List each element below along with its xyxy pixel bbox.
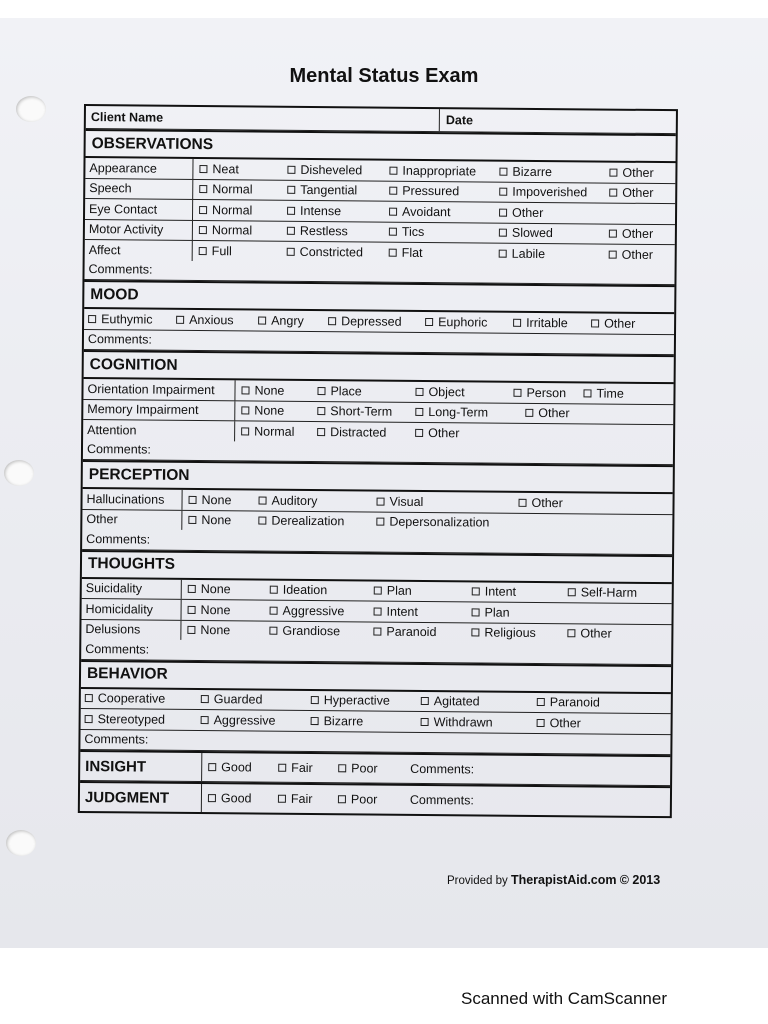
checkbox-icon[interactable] (499, 229, 507, 237)
checkbox-option-depressed[interactable] (328, 314, 425, 329)
option-label: Irritable (526, 315, 568, 330)
checkbox-icon[interactable] (472, 588, 480, 596)
checkbox-icon[interactable] (499, 188, 507, 196)
checkbox-option-object[interactable] (415, 385, 513, 400)
option-label: Short-Term (330, 404, 393, 419)
checkbox-icon[interactable] (287, 166, 295, 174)
checkbox-icon[interactable] (499, 167, 507, 175)
option-label: Intent (386, 604, 418, 619)
row-label: Eye Contact (85, 199, 193, 219)
checkbox-icon[interactable] (591, 319, 599, 327)
option-label: Stereotyped (97, 711, 166, 727)
checkbox-icon[interactable] (374, 587, 382, 595)
checkbox-option-none[interactable] (187, 623, 269, 638)
insight-row (80, 750, 670, 786)
option-label: Labile (511, 246, 546, 261)
checkbox-icon[interactable] (583, 389, 591, 397)
checkbox-icon[interactable] (270, 606, 278, 614)
option-label: Person (526, 385, 567, 400)
checkbox-icon[interactable] (317, 387, 325, 395)
checkbox-option-other[interactable] (518, 496, 598, 511)
option-label: Guarded (213, 692, 263, 707)
checkbox-option-none[interactable] (241, 404, 317, 419)
option-label: Depersonalization (389, 514, 490, 530)
option-label: Other (512, 205, 544, 220)
checkbox-option-hyperactive[interactable] (311, 693, 421, 708)
option-label: Inappropriate (402, 163, 477, 179)
option-label: Hyperactive (323, 693, 390, 708)
checkbox-icon[interactable] (415, 408, 423, 416)
option-label: Agitated (433, 694, 480, 709)
checkbox-option-restless[interactable] (287, 224, 389, 239)
row-label: Delusions (81, 619, 181, 639)
checkbox-option-other[interactable] (609, 165, 669, 180)
checkbox-icon[interactable] (287, 186, 295, 194)
row-label: Homicidality (82, 599, 182, 619)
option-label: Cooperative (97, 691, 166, 706)
option-label: Euthymic (101, 311, 153, 327)
checkbox-option-normal[interactable] (199, 203, 287, 218)
checkbox-option-other[interactable] (567, 626, 637, 641)
checkbox-option-bizarre[interactable] (499, 164, 609, 179)
judgment-row (80, 781, 670, 816)
checkbox-icon[interactable] (311, 696, 319, 704)
option-label: Avoidant (402, 204, 451, 219)
checkbox-option-none[interactable] (188, 582, 270, 597)
checkbox-option-religious[interactable] (471, 626, 567, 641)
option-label: Intent (484, 584, 517, 600)
option-label: Fair (290, 791, 313, 807)
checkbox-icon[interactable] (188, 585, 196, 593)
punch-hole (4, 460, 34, 486)
option-label: None (200, 623, 231, 638)
row-label: Affect (85, 240, 193, 260)
option-label: None (201, 492, 232, 508)
checkbox-option-pressured[interactable] (389, 184, 499, 199)
checkbox-option-irritable[interactable] (513, 316, 591, 331)
comments-label: Comments: (409, 792, 474, 808)
row-label: Orientation Impairment (83, 379, 235, 400)
checkbox-icon[interactable] (199, 206, 207, 214)
checkbox-option-other[interactable] (591, 316, 661, 331)
option-label: Tangential (300, 183, 358, 198)
option-label: Other (531, 495, 563, 510)
option-label: Aggressive (282, 603, 345, 619)
checkbox-icon[interactable] (269, 627, 277, 635)
checkbox-icon[interactable] (537, 719, 545, 727)
option-label: Paranoid (549, 695, 600, 710)
checkbox-icon[interactable] (270, 586, 278, 594)
comments-label: Comments: (410, 761, 475, 777)
comments-label: Comments: (88, 262, 153, 277)
option-label: Normal (211, 223, 253, 238)
checkbox-option-normal[interactable] (241, 424, 317, 439)
checkbox-option-other[interactable] (537, 716, 627, 731)
observations-heading: OBSERVATIONS (86, 129, 676, 163)
checkbox-icon[interactable] (241, 386, 249, 394)
checkbox-option-place[interactable] (317, 384, 415, 399)
checkbox-icon[interactable] (389, 166, 397, 174)
checkbox-icon[interactable] (328, 317, 336, 325)
checkbox-icon[interactable] (311, 717, 319, 725)
checkbox-option-none[interactable] (241, 383, 317, 398)
checkbox-option-tangential[interactable] (287, 183, 389, 198)
checkbox-icon[interactable] (338, 764, 346, 772)
date-field[interactable]: Date (445, 113, 474, 128)
checkbox-icon[interactable] (287, 227, 295, 235)
checkbox-icon[interactable] (188, 606, 196, 614)
option-label: Impoverished (512, 184, 588, 200)
checkbox-option-none[interactable] (188, 603, 270, 618)
checkbox-option-good[interactable] (208, 791, 278, 806)
option-label: Withdrawn (433, 714, 493, 730)
checkbox-option-none[interactable] (188, 493, 258, 508)
option-label: Self-Harm (580, 585, 638, 601)
option-label: Euphoric (438, 314, 488, 330)
insight-heading: INSIGHT (80, 752, 202, 781)
row-label: Hallucinations (82, 489, 182, 509)
checkbox-icon[interactable] (278, 795, 286, 803)
checkbox-icon[interactable] (258, 316, 266, 324)
checkbox-icon[interactable] (88, 315, 96, 323)
checkbox-option-tics[interactable] (389, 225, 499, 240)
checkbox-option-other[interactable] (609, 247, 669, 262)
checkbox-option-other[interactable] (609, 186, 669, 201)
checkbox-option-aggressive[interactable] (270, 603, 374, 618)
option-label: Tics (401, 225, 425, 240)
checkbox-icon[interactable] (199, 247, 207, 255)
option-label: Derealization (271, 513, 345, 529)
checkbox-icon[interactable] (287, 248, 295, 256)
checkbox-icon[interactable] (199, 185, 207, 193)
checkbox-icon[interactable] (568, 588, 576, 596)
checkbox-option-normal[interactable] (199, 182, 287, 197)
checkbox-icon[interactable] (317, 407, 325, 415)
checkbox-icon[interactable] (525, 409, 533, 417)
checkbox-option-fair[interactable] (278, 761, 338, 776)
checkbox-option-avoidant[interactable] (389, 204, 499, 219)
option-label: Flat (401, 245, 423, 260)
option-label: Good (220, 791, 252, 806)
option-label: Bizarre (323, 713, 364, 729)
checkbox-option-other[interactable] (499, 205, 609, 220)
option-label: Other (428, 425, 460, 441)
option-label: Bizarre (512, 164, 553, 179)
checkbox-icon[interactable] (201, 716, 209, 724)
checkbox-option-disheveled[interactable] (287, 163, 389, 178)
checkbox-option-agitated[interactable] (421, 694, 537, 709)
checkbox-option-intent[interactable] (472, 585, 568, 600)
checkbox-icon[interactable] (187, 626, 195, 634)
option-label: Normal (254, 424, 295, 439)
option-label: Other (580, 626, 612, 641)
checkbox-icon[interactable] (499, 208, 507, 216)
checkbox-icon[interactable] (421, 697, 429, 705)
checkbox-icon[interactable] (471, 629, 479, 637)
checkbox-option-withdrawn[interactable] (421, 715, 537, 730)
option-label: Normal (212, 202, 253, 218)
checkbox-icon[interactable] (609, 189, 617, 197)
option-label: Poor (350, 792, 378, 807)
option-label: Pressured (402, 184, 460, 199)
checkbox-option-distracted[interactable] (317, 425, 415, 440)
punch-hole (16, 96, 46, 122)
option-label: None (201, 513, 232, 528)
checkbox-icon[interactable] (377, 497, 385, 505)
checkbox-option-derealization[interactable] (258, 514, 376, 529)
form-title: Mental Status Exam (289, 65, 479, 87)
checkbox-icon[interactable] (176, 316, 184, 324)
checkbox-option-flat[interactable] (389, 245, 499, 260)
checkbox-option-stereotyped[interactable] (85, 712, 201, 727)
option-label: Other (538, 406, 570, 421)
checkbox-option-long-term[interactable] (415, 405, 525, 420)
checkbox-icon[interactable] (425, 318, 433, 326)
checkbox-option-time[interactable] (583, 386, 643, 401)
row-label: Speech (85, 179, 193, 199)
checkbox-icon[interactable] (519, 499, 527, 507)
mood-heading: MOOD (84, 280, 674, 314)
checkbox-icon[interactable] (258, 517, 266, 525)
checkbox-icon[interactable] (373, 628, 381, 636)
option-label: Good (221, 760, 252, 775)
checkbox-icon[interactable] (389, 248, 397, 256)
checkbox-icon[interactable] (287, 207, 295, 215)
checkbox-option-normal[interactable] (199, 223, 287, 238)
option-label: Depressed (341, 314, 402, 329)
checkbox-option-paranoid[interactable] (373, 625, 471, 640)
checkbox-icon[interactable] (259, 496, 267, 504)
cognition-heading: COGNITION (84, 350, 674, 384)
option-label: Intense (300, 203, 342, 218)
camscanner-watermark: Scanned with CamScanner (461, 989, 668, 1008)
option-label: Visual (389, 494, 424, 509)
checkbox-icon[interactable] (208, 763, 216, 771)
option-label: None (254, 383, 285, 398)
option-label: Slowed (511, 225, 553, 241)
option-label: Auditory (271, 493, 318, 508)
checkbox-option-paranoid[interactable] (537, 695, 627, 710)
row-label: Motor Activity (85, 220, 193, 240)
row-label: Suicidality (82, 578, 182, 598)
client-name-field[interactable]: Client Name (86, 106, 440, 131)
comments-label: Comments: (87, 332, 152, 347)
checkbox-icon[interactable] (537, 698, 545, 706)
option-label: Religious (484, 625, 536, 641)
option-label: Paranoid (386, 624, 437, 640)
checkbox-option-person[interactable] (513, 386, 583, 401)
checkbox-icon[interactable] (389, 207, 397, 215)
checkbox-icon[interactable] (199, 165, 207, 173)
checkbox-option-impoverished[interactable] (499, 185, 609, 200)
checkbox-icon[interactable] (241, 407, 249, 415)
option-label: Constricted (299, 244, 364, 260)
judgment-heading: JUDGMENT (80, 783, 202, 812)
checkbox-option-short-term[interactable] (317, 404, 415, 419)
checkbox-option-ideation[interactable] (270, 583, 374, 598)
checkbox-option-labile[interactable] (499, 246, 609, 261)
comments-label: Comments: (86, 442, 151, 457)
checkbox-icon[interactable] (374, 607, 382, 615)
row-label: Memory Impairment (83, 400, 235, 421)
checkbox-icon[interactable] (199, 226, 207, 234)
checkbox-option-visual[interactable] (376, 494, 518, 509)
punch-hole (6, 830, 36, 856)
comments-label: Comments: (85, 641, 150, 657)
checkbox-option-poor[interactable] (338, 792, 404, 807)
footer-suffix: © 2013 (619, 873, 661, 887)
option-label: Anxious (189, 312, 234, 328)
option-label: None (200, 602, 231, 618)
footer-credit (447, 873, 660, 887)
checkbox-icon[interactable] (317, 428, 325, 436)
option-label: Other (621, 247, 654, 262)
checkbox-icon[interactable] (85, 694, 93, 702)
option-label: Object (428, 384, 465, 400)
checkbox-option-euthymic[interactable] (88, 312, 176, 327)
checkbox-icon[interactable] (513, 389, 521, 397)
checkbox-icon[interactable] (189, 496, 197, 504)
checkbox-icon[interactable] (338, 795, 346, 803)
option-label: Plan (484, 605, 510, 620)
checkbox-option-aggressive[interactable] (201, 713, 311, 728)
option-label: Restless (299, 224, 348, 239)
checkbox-option-bizarre[interactable] (311, 714, 421, 729)
option-label: Distracted (330, 424, 387, 440)
checkbox-icon[interactable] (85, 715, 93, 723)
checkbox-option-plan[interactable] (472, 605, 568, 620)
option-label: Neat (212, 161, 239, 177)
checkbox-option-auditory[interactable] (258, 493, 376, 508)
checkbox-icon[interactable] (376, 518, 384, 526)
option-label: Ideation (282, 583, 328, 598)
checkbox-icon[interactable] (609, 168, 617, 176)
option-label: Other (604, 316, 636, 331)
option-label: Normal (212, 182, 253, 197)
option-label: Other (622, 165, 654, 180)
option-label: Aggressive (213, 712, 276, 728)
row-label: Appearance (85, 158, 193, 178)
option-label: Plan (386, 583, 412, 599)
checkbox-icon[interactable] (201, 695, 209, 703)
comments-label: Comments: (86, 531, 151, 547)
checkbox-option-constricted[interactable] (287, 245, 389, 260)
checkbox-option-euphoric[interactable] (425, 315, 513, 330)
checkbox-option-guarded[interactable] (201, 692, 311, 707)
checkbox-icon[interactable] (513, 319, 521, 327)
checkbox-icon[interactable] (188, 516, 196, 524)
option-label: Grandiose (282, 624, 341, 639)
checkbox-icon[interactable] (567, 629, 575, 637)
thoughts-heading: THOUGHTS (82, 550, 672, 584)
option-label: Full (211, 243, 232, 259)
option-label: Angry (271, 313, 304, 328)
checkbox-icon[interactable] (472, 608, 480, 616)
checkbox-option-neat[interactable] (199, 162, 287, 177)
checkbox-icon[interactable] (609, 250, 617, 258)
checkbox-option-plan[interactable] (374, 584, 472, 599)
checkbox-icon[interactable] (415, 429, 423, 437)
checkbox-option-intent[interactable] (374, 604, 472, 619)
checkbox-icon[interactable] (389, 228, 397, 236)
option-label: Place (330, 383, 362, 399)
checkbox-icon[interactable] (421, 718, 429, 726)
option-label: Other (621, 226, 654, 242)
option-label: Other (549, 715, 581, 731)
option-label: None (254, 403, 285, 419)
checkbox-icon[interactable] (415, 388, 423, 396)
checkbox-option-poor[interactable] (338, 761, 404, 776)
checkbox-option-other[interactable] (525, 406, 605, 421)
checkbox-icon[interactable] (609, 230, 617, 238)
checkbox-option-inappropriate[interactable] (389, 163, 499, 178)
checkbox-option-full[interactable] (199, 244, 287, 259)
checkbox-icon[interactable] (278, 764, 286, 772)
checkbox-option-depersonalization[interactable] (376, 515, 536, 530)
checkbox-option-cooperative[interactable] (85, 691, 201, 706)
checkbox-icon[interactable] (208, 794, 216, 802)
checkbox-option-self-harm[interactable] (568, 585, 648, 600)
row-label: Other (82, 510, 182, 530)
checkbox-option-good[interactable] (208, 760, 278, 775)
mse-form (78, 104, 678, 818)
comments-label: Comments: (84, 732, 149, 747)
option-label: None (200, 582, 231, 597)
option-label: Long-Term (428, 405, 489, 420)
footer-brand: TherapistAid.com (510, 873, 617, 887)
checkbox-icon[interactable] (499, 249, 507, 257)
option-label: Poor (351, 761, 378, 776)
checkbox-option-fair[interactable] (278, 792, 338, 807)
option-label: Fair (291, 760, 313, 776)
row-label: Attention (83, 420, 235, 441)
checkbox-option-other[interactable] (415, 426, 505, 441)
checkbox-option-grandiose[interactable] (269, 624, 373, 639)
footer-prefix: Provided by (447, 875, 508, 887)
checkbox-icon[interactable] (389, 187, 397, 195)
option-label: Time (596, 386, 624, 401)
behavior-heading: BEHAVIOR (81, 659, 671, 693)
checkbox-option-anxious[interactable] (176, 313, 258, 328)
checkbox-option-none[interactable] (188, 513, 258, 528)
checkbox-option-angry[interactable] (258, 313, 328, 328)
option-label: Disheveled (300, 162, 363, 178)
option-label: Other (622, 185, 654, 201)
checkbox-option-slowed[interactable] (499, 226, 609, 241)
checkbox-icon[interactable] (241, 427, 249, 435)
perception-heading: PERCEPTION (83, 460, 673, 494)
checkbox-option-intense[interactable] (287, 204, 389, 219)
checkbox-option-other[interactable] (609, 227, 669, 242)
